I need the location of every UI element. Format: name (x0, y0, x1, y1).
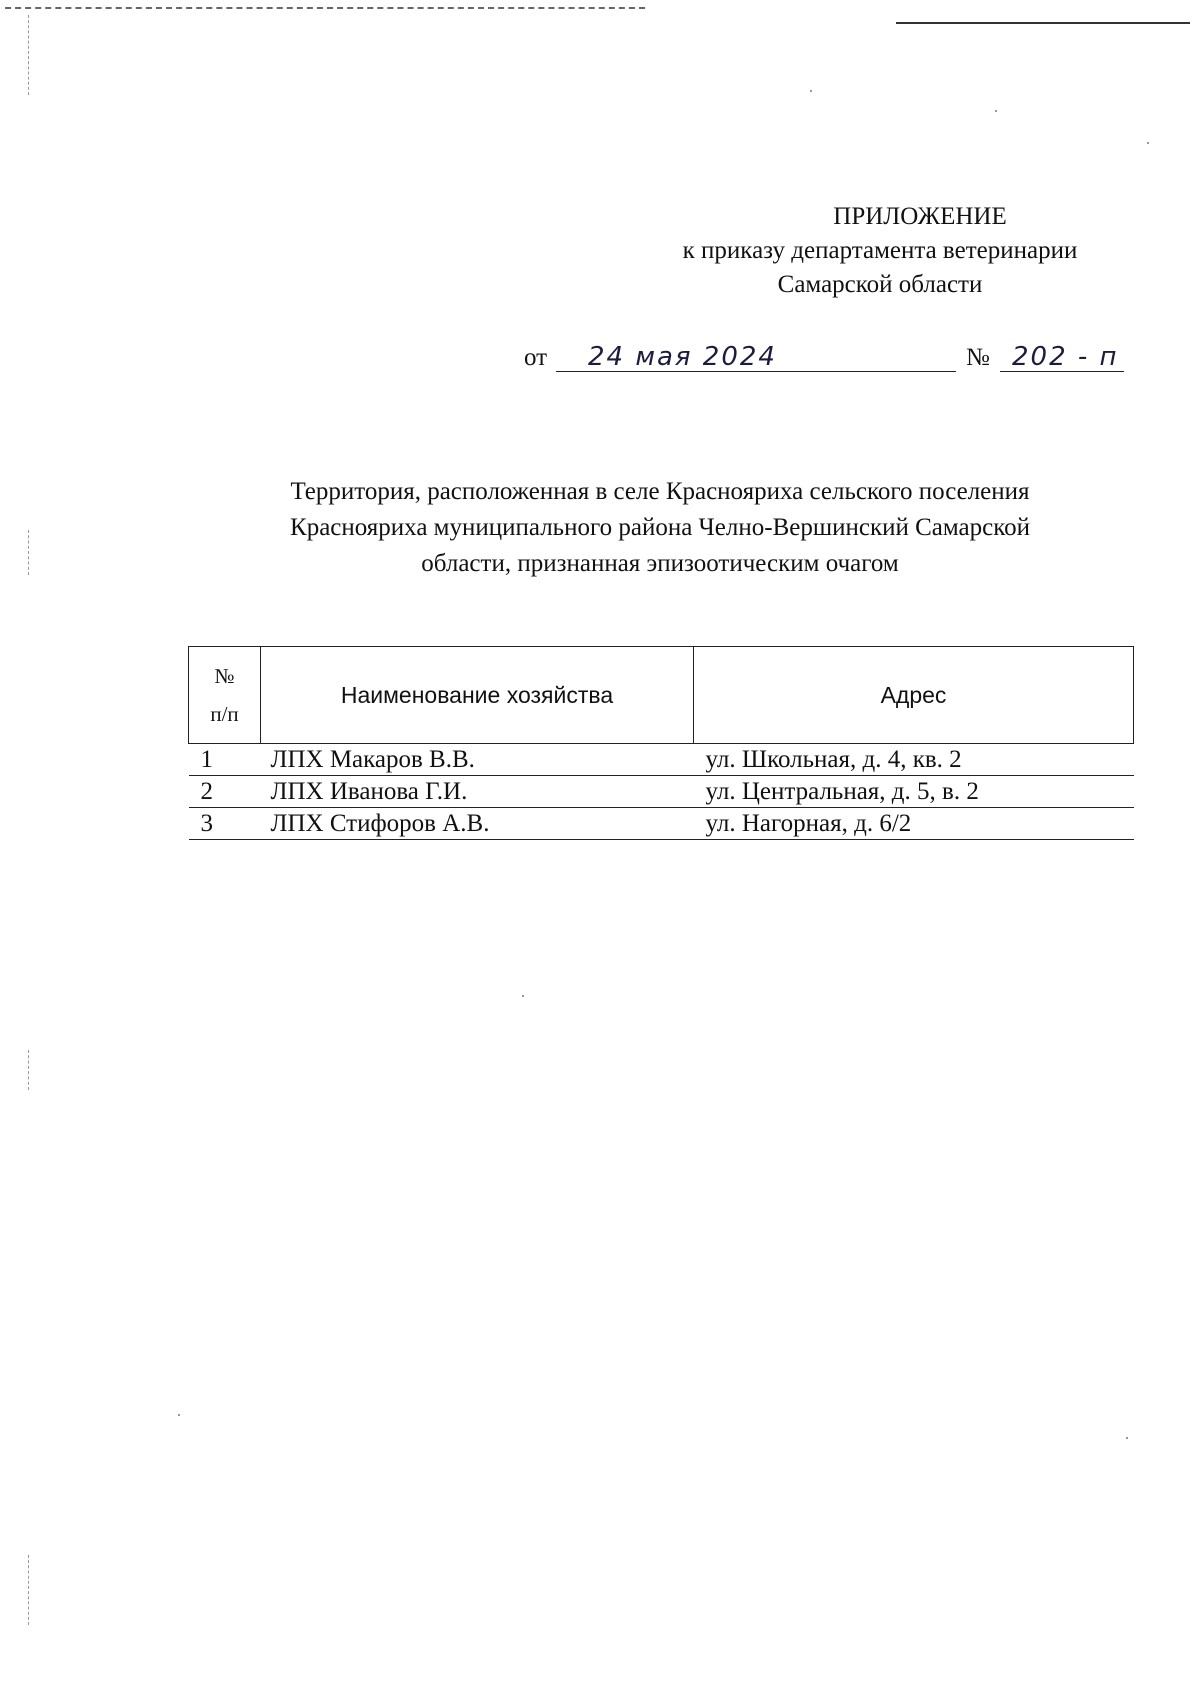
order-number: 202 - п (1000, 342, 1124, 372)
scan-edge-line (896, 22, 1190, 24)
row-address: ул. Школьная, д. 4, кв. 2 (694, 744, 1134, 776)
header-number-bottom: п/п (210, 702, 239, 726)
appendix-line-2: Самарской области (777, 271, 983, 298)
farms-table (188, 646, 1134, 840)
scan-edge-left (28, 15, 29, 95)
table-row (189, 776, 1134, 808)
scan-speck (178, 1414, 180, 1416)
appendix-title: ПРИЛОЖЕНИЕ (833, 203, 1007, 230)
table-header-row (189, 647, 1134, 744)
scan-edge-left (28, 1050, 29, 1090)
row-farm-name: ЛПХ Стифоров А.В. (261, 808, 694, 840)
order-date: 24 мая 2024 (556, 342, 956, 372)
scan-edge-left (28, 1555, 29, 1625)
order-from-label: от (524, 344, 548, 371)
header-address: Адрес (694, 647, 1134, 744)
row-address: ул. Центральная, д. 5, в. 2 (694, 776, 1134, 808)
table-row (189, 744, 1134, 776)
heading-line-2: Краснояриха муниципального района Челно-Вершинский Самарской (290, 514, 1030, 541)
row-number: 3 (189, 808, 261, 840)
header-number-top: № (214, 664, 235, 688)
row-farm-name: ЛПХ Макаров В.В. (261, 744, 694, 776)
row-number: 2 (189, 776, 261, 808)
table-row (189, 808, 1134, 840)
heading-line-3: области, признанная эпизоотическим очагом (421, 550, 899, 577)
row-farm-name: ЛПХ Иванова Г.И. (261, 776, 694, 808)
scan-speck (1126, 1437, 1128, 1439)
heading-line-1: Территория, расположенная в селе Краснояриха сельского поселения (290, 478, 1030, 505)
scan-speck (810, 90, 812, 92)
appendix-block (620, 200, 1140, 302)
header-number (189, 647, 261, 744)
scan-speck (995, 110, 997, 112)
scan-speck (522, 995, 524, 997)
scan-edge-dashes (5, 7, 645, 9)
header-farm-name: Наименование хозяйства (261, 647, 694, 744)
document-heading (200, 474, 1120, 582)
scan-speck (1147, 142, 1149, 144)
row-number: 1 (189, 744, 261, 776)
scan-edge-left (28, 530, 29, 575)
appendix-line-1: к приказу департамента ветеринарии (682, 237, 1078, 264)
order-number-label: № (966, 344, 990, 371)
row-address: ул. Нагорная, д. 6/2 (694, 808, 1134, 840)
order-line (524, 338, 1124, 378)
